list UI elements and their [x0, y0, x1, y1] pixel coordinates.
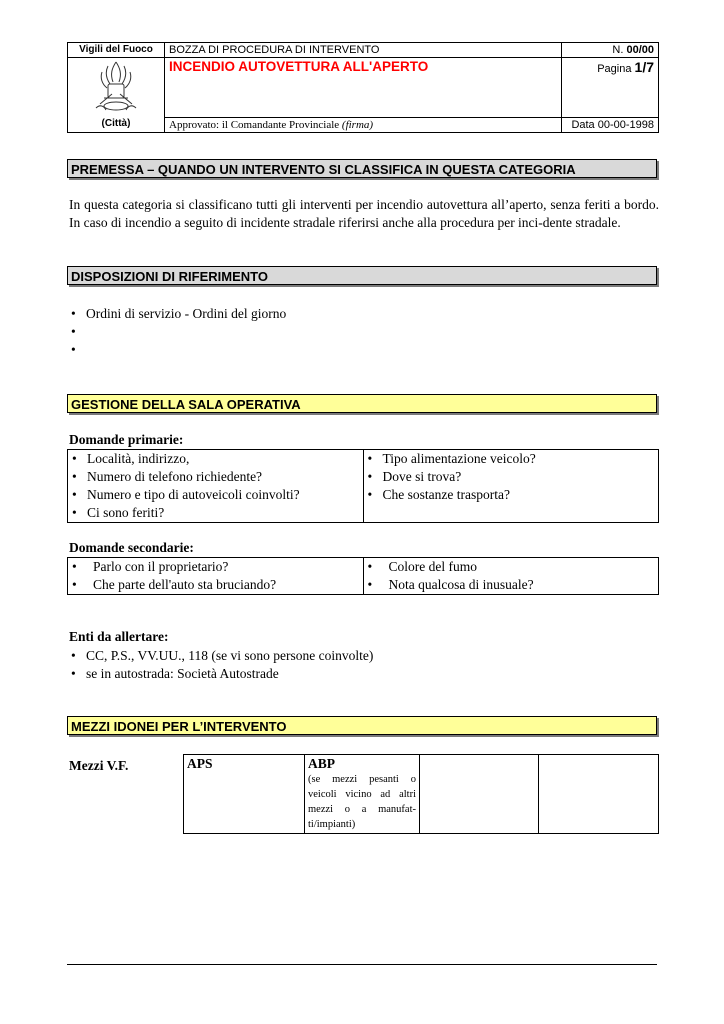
logo-cell	[68, 58, 165, 118]
doc-type: BOZZA DI PROCEDURA DI INTERVENTO	[165, 43, 562, 58]
section-disposizioni-title: DISPOSIZIONI DI RIFERIMENTO	[67, 266, 657, 285]
list-item: • Tipo alimentazione veicolo?	[367, 451, 536, 466]
disposizioni-list	[69, 305, 286, 359]
list-item: • Ordini di servizio - Ordini del giorno	[71, 306, 287, 321]
list-item: • Numero e tipo di autoveicoli coinvolti?	[72, 487, 300, 502]
mezzi-vf-label: Mezzi V.F.	[69, 758, 129, 773]
title-cell	[165, 58, 562, 118]
page-indicator: Pagina 1/7	[562, 58, 659, 118]
secondarie-right-cell	[363, 558, 659, 595]
list-item: • Che parte dell'auto sta bruciando?	[72, 577, 277, 592]
list-item: • se in autostrada: Società Autostrade	[71, 666, 279, 681]
doc-number: N. 00/00	[562, 43, 659, 58]
procedure-title: INCENDIO AUTOVETTURA ALL'APERTO	[169, 59, 429, 74]
approval-line: Approvato: il Comandante Provinciale (firma)	[165, 117, 562, 132]
domande-secondarie-table	[67, 557, 659, 595]
list-item: • CC, P.S., VV.UU., 118 (se vi sono persone coinvolte)	[71, 648, 374, 663]
secondarie-left-cell	[68, 558, 364, 595]
mezzi-table	[183, 754, 659, 834]
enti-da-allertare-label: Enti da allertare:	[69, 629, 169, 644]
enti-list	[69, 647, 373, 683]
domande-secondarie-label: Domande secondarie:	[69, 540, 194, 555]
document-date: Data 00-00-1998	[562, 117, 659, 132]
document-header	[67, 42, 659, 133]
list-item: • Dove si trova?	[367, 469, 462, 484]
mezzi-cell	[539, 755, 659, 834]
mezzi-cell: ABP (se mezzi pesanti o veicoli vicino ad altri mezzi o a manufat-ti/impianti)	[305, 755, 420, 834]
list-item: • Colore del fumo	[367, 559, 477, 574]
list-item: • Che sostanze trasporta?	[367, 487, 510, 502]
section-mezzi-title: MEZZI IDONEI PER L’INTERVENTO	[67, 716, 657, 735]
primarie-left-cell	[68, 450, 364, 523]
list-item: • Ci sono feriti?	[72, 505, 165, 520]
primarie-right-cell	[363, 450, 659, 523]
vigili-del-fuoco-emblem-icon	[86, 58, 146, 114]
list-item: • Nota qualcosa di inusuale?	[367, 577, 534, 592]
list-item: • Località, indirizzo,	[72, 451, 190, 466]
city-name: (Città)	[68, 117, 165, 132]
domande-primarie-label: Domande primarie:	[69, 432, 184, 447]
list-item: • Parlo con il proprietario?	[72, 559, 229, 574]
list-item: • Numero di telefono richiedente?	[72, 469, 263, 484]
footer-divider	[67, 964, 657, 965]
mezzi-cell	[420, 755, 539, 834]
section-sala-operativa-title: GESTIONE DELLA SALA OPERATIVA	[67, 394, 657, 413]
domande-primarie-table	[67, 449, 659, 523]
mezzi-cell: APS	[184, 755, 305, 834]
org-name: Vigili del Fuoco	[68, 43, 165, 58]
section-premessa-title: PREMESSA – QUANDO UN INTERVENTO SI CLASSIFICA IN QUESTA CATEGORIA	[67, 159, 657, 178]
list-item: •	[71, 342, 76, 357]
list-item: •	[71, 324, 76, 339]
premessa-paragraph: In questa categoria si classificano tutti gli interventi per incendio autovettura all’aperto, senza feriti a bordo. In caso di incendio a seguito di incidente stradale riferirsi anche alla procedura per inci-dente stradale.	[69, 197, 659, 230]
